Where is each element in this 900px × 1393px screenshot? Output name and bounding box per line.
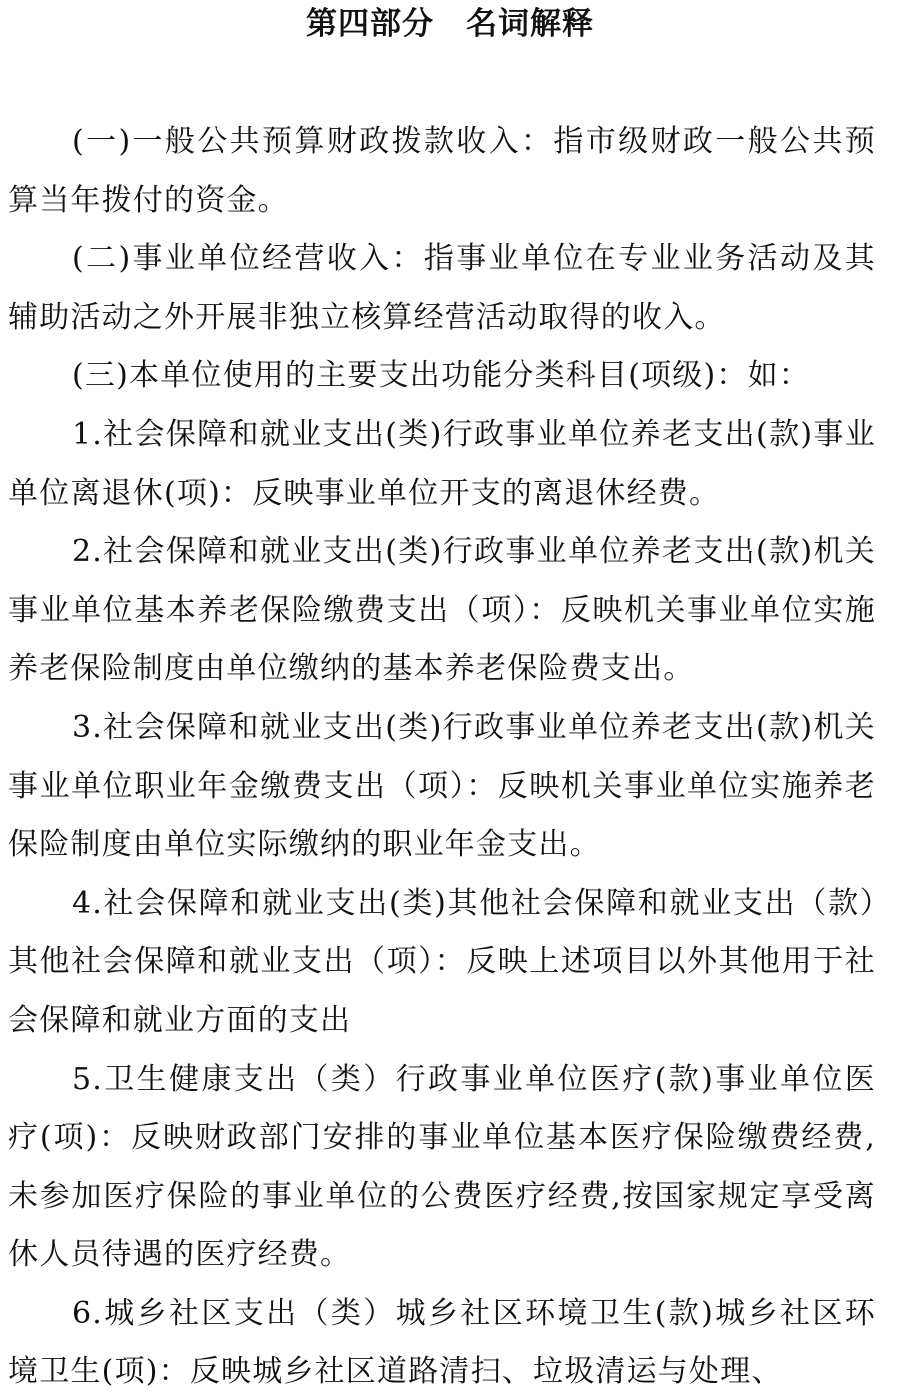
paragraph-item-3: 3.社会保障和就业支出(类)行政事业单位养老支出(款)机关事业单位职业年金缴费支出（项）：反映机关事业单位实施养老保险制度由单位实际缴纳的职业年金支出。 [8,709,876,863]
paragraph-item-6: 6.城乡社区支出（类）城乡社区环境卫生(款)城乡社区环境卫生(项)：反映城乡社区道路清扫、垃圾清运与处理、 [8,1295,876,1390]
section-title: 第四部分 名词解释 [306,6,594,42]
document-body [8,113,876,1393]
paragraph-general-budget-income: (一)一般公共预算财政拨款收入：指市级财政一般公共预算当年拨付的资金。 [8,124,876,218]
paragraph-operating-income: (二)事业单位经营收入：指事业单位在专业业务活动及其辅助活动之外开展非独立核算经营活动取得的收入。 [8,241,876,335]
paragraph-item-2: 2.社会保障和就业支出(类)行政事业单位养老支出(款)机关事业单位基本养老保险缴费支出（项）：反映机关事业单位实施养老保险制度由单位缴纳的基本养老保险费支出。 [8,534,876,687]
paragraph-item-5: 5.卫生健康支出（类）行政事业单位医疗(款)事业单位医疗(项)：反映财政部门安排的事业单位基本医疗保险缴费经费,未参加医疗保险的事业单位的公费医疗经费,按国家规定享受离休人员待遇的医疗经费。 [8,1061,876,1273]
paragraph-expenditure-categories: (三)本单位使用的主要支出功能分类科目(项级)：如： [72,358,811,394]
paragraph-item-4: 4.社会保障和就业支出(类)其他社会保障和就业支出（款）其他社会保障和就业支出（项）：反映上述项目以外其他用于社会保障和就业方面的支出 [8,885,876,1038]
paragraph-item-1: 1.社会保障和就业支出(类)行政事业单位养老支出(款)事业单位离退休(项)：反映事业单位开支的离退休经费。 [8,416,876,511]
